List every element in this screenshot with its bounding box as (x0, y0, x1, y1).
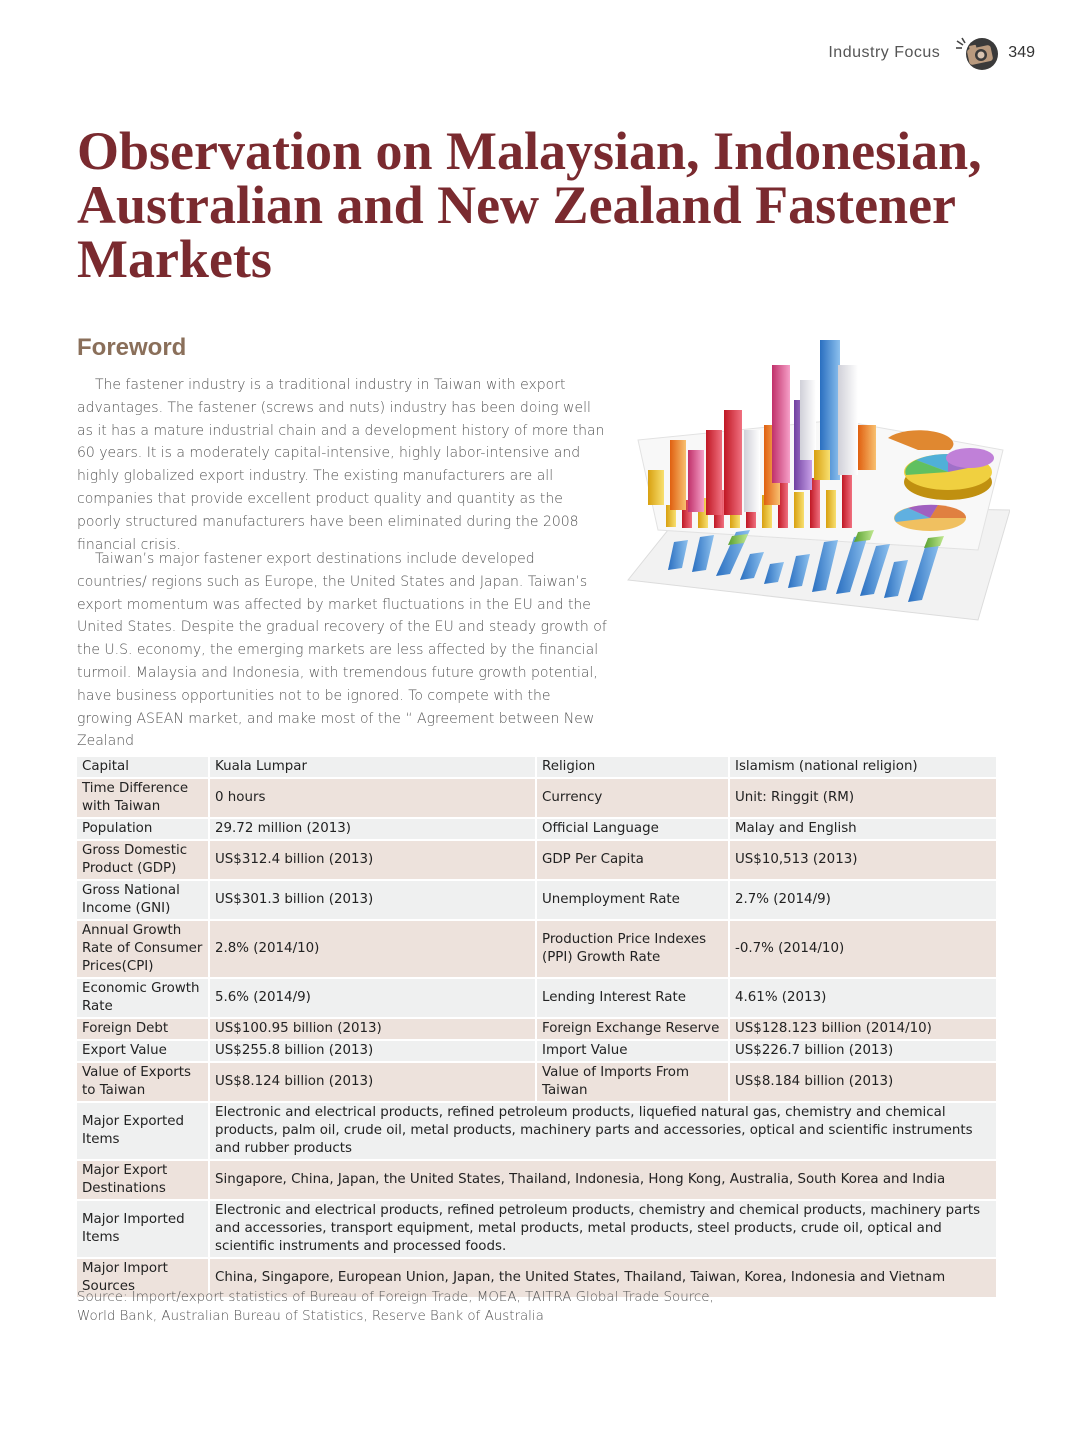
source-line-2: World Bank, Australian Bureau of Statistics, Reserve Bank of Australia (77, 1308, 544, 1324)
table-row (77, 1161, 998, 1201)
row-label: Major Export Destinations (77, 1161, 210, 1201)
row-label: Foreign Debt (77, 1019, 210, 1041)
row-value: Electronic and electrical products, refined petroleum products, liquefied natural gas, chemistry and chemical products, palm oil, crude oil, metal products, machinery parts and accessories, optical and scientific instruments and rubber products (210, 1103, 998, 1161)
section-label: Industry Focus (828, 44, 941, 61)
row-value: US$128.123 billion (2014/10) (730, 1019, 998, 1041)
row-label: Time Difference with Taiwan (77, 779, 210, 819)
row-value: Electronic and electrical products, refined petroleum products, chemistry and chemical products, machinery parts and accessories, transport equipment, metal products, metal products, steel products, crude oil, optical and scientific instruments and processed foods. (210, 1201, 998, 1259)
table-row (77, 757, 998, 779)
row-value: US$100.95 billion (2013) (210, 1019, 537, 1041)
row-label: Currency (537, 779, 730, 819)
table-row (77, 979, 998, 1019)
row-label: Major Exported Items (77, 1103, 210, 1161)
row-value: US$301.3 billion (2013) (210, 881, 537, 921)
row-label: Import Value (537, 1041, 730, 1063)
row-label: Major Imported Items (77, 1201, 210, 1259)
row-value: US$312.4 billion (2013) (210, 841, 537, 881)
row-label: Gross National Income (GNI) (77, 881, 210, 921)
row-label: Value of Imports From Taiwan (537, 1063, 730, 1103)
row-label: Lending Interest Rate (537, 979, 730, 1019)
row-label: Unemployment Rate (537, 881, 730, 921)
row-value: 2.7% (2014/9) (730, 881, 998, 921)
row-value: China, Singapore, European Union, Japan, the United States, Thailand, Taiwan, Korea, Indonesia and Vietnam (210, 1259, 998, 1299)
foreword-paragraph-2: Taiwan’s major fastener export destinations include developed countries/ regions such as Europe, the United States and Japan. Taiwan’s export momentum was affected by market fluctuations in the EU and the United States. Despite the gradual recovery of the EU and steady growth of the U.S. economy, the emerging markets are less affected by the financial turmoil. Malaysia and Indonesia, with tremendous future growth potential, have business opportunities not to be ignored. To compete with the growing ASEAN market, and make most of the “ Agreement between New Zealand (77, 551, 607, 750)
row-label: Major Import Sources (77, 1259, 210, 1299)
row-value: Singapore, China, Japan, the United States, Thailand, Indonesia, Hong Kong, Australia, South Korea and India (210, 1161, 998, 1201)
camera-icon (954, 35, 1000, 71)
table-row (77, 1019, 998, 1041)
row-label: Population (77, 819, 210, 841)
row-label: Production Price Indexes (PPI) Growth Rate (537, 921, 730, 979)
row-value: Malay and English (730, 819, 998, 841)
table-row (77, 779, 998, 819)
row-label: Capital (77, 757, 210, 779)
table-row (77, 921, 998, 979)
row-label: Religion (537, 757, 730, 779)
row-value: US$8.184 billion (2013) (730, 1063, 998, 1103)
row-value: Unit: Ringgit (RM) (730, 779, 998, 819)
table-row (77, 1103, 998, 1161)
table-row (77, 1063, 998, 1103)
charts-illustration (618, 330, 1010, 630)
row-label: Foreign Exchange Reserve (537, 1019, 730, 1041)
row-label: Value of Exports to Taiwan (77, 1063, 210, 1103)
row-value: 5.6% (2014/9) (210, 979, 537, 1019)
row-value: 4.61% (2013) (730, 979, 998, 1019)
row-value: 0 hours (210, 779, 537, 819)
row-value: US$8.124 billion (2013) (210, 1063, 537, 1103)
row-label: GDP Per Capita (537, 841, 730, 881)
row-value: US$226.7 billion (2013) (730, 1041, 998, 1063)
row-value: 29.72 million (2013) (210, 819, 537, 841)
table-row (77, 841, 998, 881)
row-value: US$10,513 (2013) (730, 841, 998, 881)
row-label: Annual Growth Rate of Consumer Prices(CPI) (77, 921, 210, 979)
row-value: Islamism (national religion) (730, 757, 998, 779)
table-row (77, 881, 998, 921)
source-note (77, 1289, 777, 1326)
row-label: Economic Growth Rate (77, 979, 210, 1019)
table-row (77, 1201, 998, 1259)
row-value: US$255.8 billion (2013) (210, 1041, 537, 1063)
page-number: 349 (1008, 44, 1035, 61)
page-header (828, 38, 1035, 68)
table-row (77, 819, 998, 841)
foreword-paragraph-1: The fastener industry is a traditional industry in Taiwan with export advantages. The fastener (screws and nuts) industry has been doing well as it has a mature industrial chain and a development history of more than 60 years. It is a moderately capital-intensive, highly labor-intensive and highly globalized export industry. The existing manufacturers are all companies that provide excellent product quality and quantity as the poorly structured manufacturers have been eliminated during the 2008 financial crisis. (77, 377, 605, 553)
row-value: Kuala Lumpar (210, 757, 537, 779)
country-facts-table (77, 757, 998, 1299)
row-value: 2.8% (2014/10) (210, 921, 537, 979)
row-label: Export Value (77, 1041, 210, 1063)
page-title: Observation on Malaysian, Indonesian, Australian and New Zealand Fastener Markets (77, 121, 982, 289)
source-line-1: Source: Import/export statistics of Bureau of Foreign Trade, MOEA, TAITRA Global Trade Source, (77, 1290, 714, 1305)
row-label: Gross Domestic Product (GDP) (77, 841, 210, 881)
row-value: -0.7% (2014/10) (730, 921, 998, 979)
row-label: Official Language (537, 819, 730, 841)
foreword-heading: Foreword (77, 334, 187, 361)
table-row (77, 1041, 998, 1063)
